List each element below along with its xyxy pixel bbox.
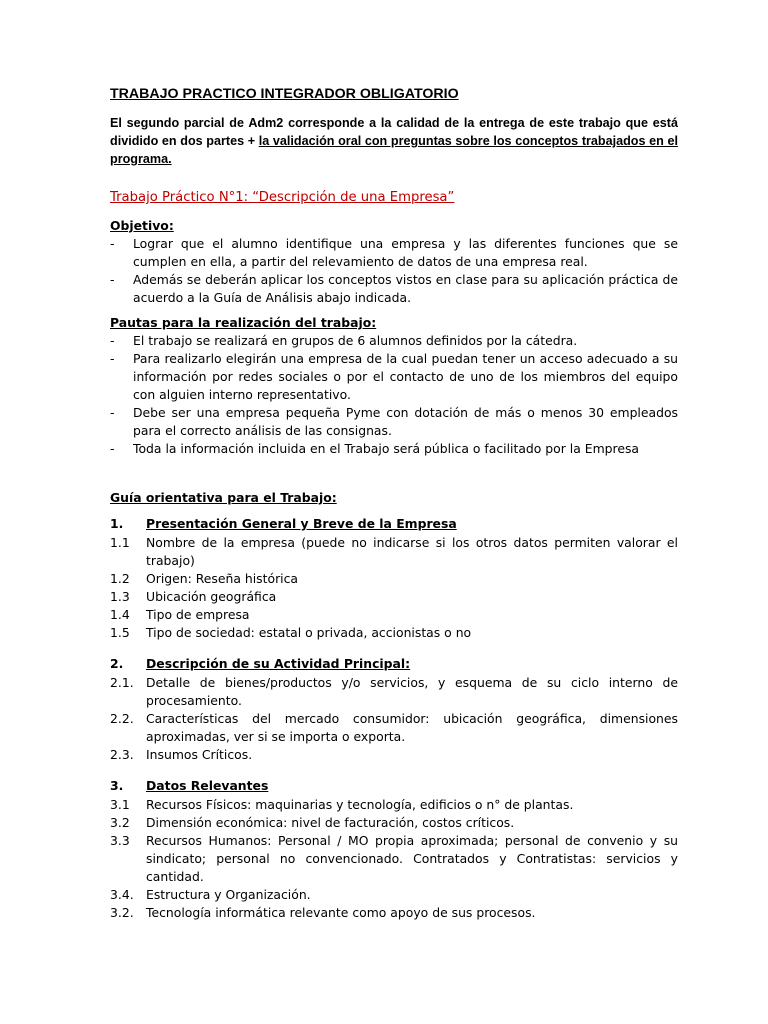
list-item xyxy=(110,886,678,904)
item-text: Estructura y Organización. xyxy=(146,887,311,902)
item-number: 3.4. xyxy=(110,887,134,902)
item-number: 1.1 xyxy=(110,535,130,550)
list-item xyxy=(110,404,678,440)
pautas-heading: Pautas para la realización del trabajo: xyxy=(110,315,377,330)
section-title: Descripción de su Actividad Principal: xyxy=(146,656,411,671)
objetivo-heading: Objetivo: xyxy=(110,218,174,233)
objetivo-list xyxy=(110,235,678,307)
list-item xyxy=(110,674,678,710)
bullet-dash: - xyxy=(110,405,115,420)
item-text: Detalle de bienes/productos y/o servicios, y esquema de su ciclo interno de procesamiento. xyxy=(146,675,678,708)
list-item xyxy=(110,350,678,404)
list-item xyxy=(110,534,678,570)
list-item xyxy=(110,624,678,642)
item-number: 3.2. xyxy=(110,905,134,920)
document-title: TRABAJO PRACTICO INTEGRADOR OBLIGATORIO xyxy=(110,86,459,102)
intro-bold-text: El segundo parcial de Adm2 corresponde a la calidad de la entrega de este trabajo que está dividido en dos partes + xyxy=(110,116,678,148)
list-item xyxy=(110,606,678,624)
list-item-text: Para realizarlo elegirán una empresa de la cual puedan tener un acceso adecuado a su información por redes sociales o por el contacto de uno de los miembros del equipo con alguien interno representativo. xyxy=(133,351,678,402)
list-item xyxy=(110,746,678,764)
item-number: 1.2 xyxy=(110,571,130,586)
list-item xyxy=(110,235,678,271)
item-text: Recursos Humanos: Personal / MO propia aproximada; personal de convenio y su sindicato; personal no convencionado. Contratados y Contratistas: servicios y cantidad. xyxy=(146,833,678,884)
list-item-text: Además se deberán aplicar los conceptos vistos en clase para su aplicación práctica de acuerdo a la Guía de Análisis abajo indicada. xyxy=(133,272,678,305)
list-item xyxy=(110,588,678,606)
item-number: 1.4 xyxy=(110,607,130,622)
bullet-dash: - xyxy=(110,441,115,456)
list-item xyxy=(110,814,678,832)
list-item-text: Lograr que el alumno identifique una empresa y las diferentes funciones que se cumplen en ella, a partir del relevamiento de datos de una empresa real. xyxy=(133,236,678,269)
section-title: Datos Relevantes xyxy=(146,778,269,793)
tp-title: Trabajo Práctico N°1: “Descripción de una Empresa” xyxy=(110,190,455,205)
pautas-list xyxy=(110,332,678,458)
item-text: Tipo de sociedad: estatal o privada, accionistas o no xyxy=(146,625,472,640)
item-number: 1.5 xyxy=(110,625,130,640)
list-item xyxy=(110,710,678,746)
item-number: 1.3 xyxy=(110,589,130,604)
list-item-text: Debe ser una empresa pequeña Pyme con dotación de más o menos 30 empleados para el correcto análisis de las consignas. xyxy=(133,405,678,438)
bullet-dash: - xyxy=(110,272,115,287)
list-item xyxy=(110,570,678,588)
section-1-list xyxy=(110,534,678,642)
bullet-dash: - xyxy=(110,236,115,251)
section-3-list xyxy=(110,796,678,922)
list-item xyxy=(110,796,678,814)
intro-paragraph xyxy=(110,114,678,168)
section-2-list xyxy=(110,674,678,764)
item-number: 3.3 xyxy=(110,833,130,848)
bullet-dash: - xyxy=(110,333,115,348)
list-item-text: El trabajo se realizará en grupos de 6 alumnos definidos por la cátedra. xyxy=(133,333,578,348)
item-text: Origen: Reseña histórica xyxy=(146,571,299,586)
list-item xyxy=(110,332,678,350)
section-2-heading xyxy=(110,656,410,671)
item-number: 2.1. xyxy=(110,675,134,690)
section-3-heading xyxy=(110,778,268,793)
item-text: Nombre de la empresa (puede no indicarse si los otros datos permiten valorar el trabajo) xyxy=(146,535,678,568)
section-number: 3. xyxy=(110,778,124,793)
list-item-text: Toda la información incluida en el Trabajo será pública o facilitado por la Empresa xyxy=(133,441,640,456)
item-text: Ubicación geográfica xyxy=(146,589,277,604)
list-item xyxy=(110,832,678,886)
item-text: Características del mercado consumidor: ubicación geográfica, dimensiones aproximadas, ver si se importa o exporta. xyxy=(146,711,678,744)
list-item xyxy=(110,904,678,922)
guia-heading: Guía orientativa para el Trabajo: xyxy=(110,490,337,505)
item-number: 2.2. xyxy=(110,711,134,726)
list-item xyxy=(110,271,678,307)
section-number: 2. xyxy=(110,656,124,671)
item-number: 3.2 xyxy=(110,815,130,830)
item-text: Tecnología informática relevante como apoyo de sus procesos. xyxy=(146,905,536,920)
section-1-heading xyxy=(110,516,457,531)
item-number: 3.1 xyxy=(110,797,130,812)
list-item xyxy=(110,440,678,458)
item-text: Recursos Físicos: maquinarias y tecnología, edificios o n° de plantas. xyxy=(146,797,574,812)
intro-underlined-text: la validación oral con preguntas sobre los conceptos trabajados en el programa. xyxy=(110,134,678,166)
bullet-dash: - xyxy=(110,351,115,366)
section-title: Presentación General y Breve de la Empresa xyxy=(146,516,457,531)
item-number: 2.3. xyxy=(110,747,134,762)
item-text: Insumos Críticos. xyxy=(146,747,253,762)
section-number: 1. xyxy=(110,516,124,531)
item-text: Tipo de empresa xyxy=(146,607,250,622)
item-text: Dimensión económica: nivel de facturación, costos críticos. xyxy=(146,815,515,830)
